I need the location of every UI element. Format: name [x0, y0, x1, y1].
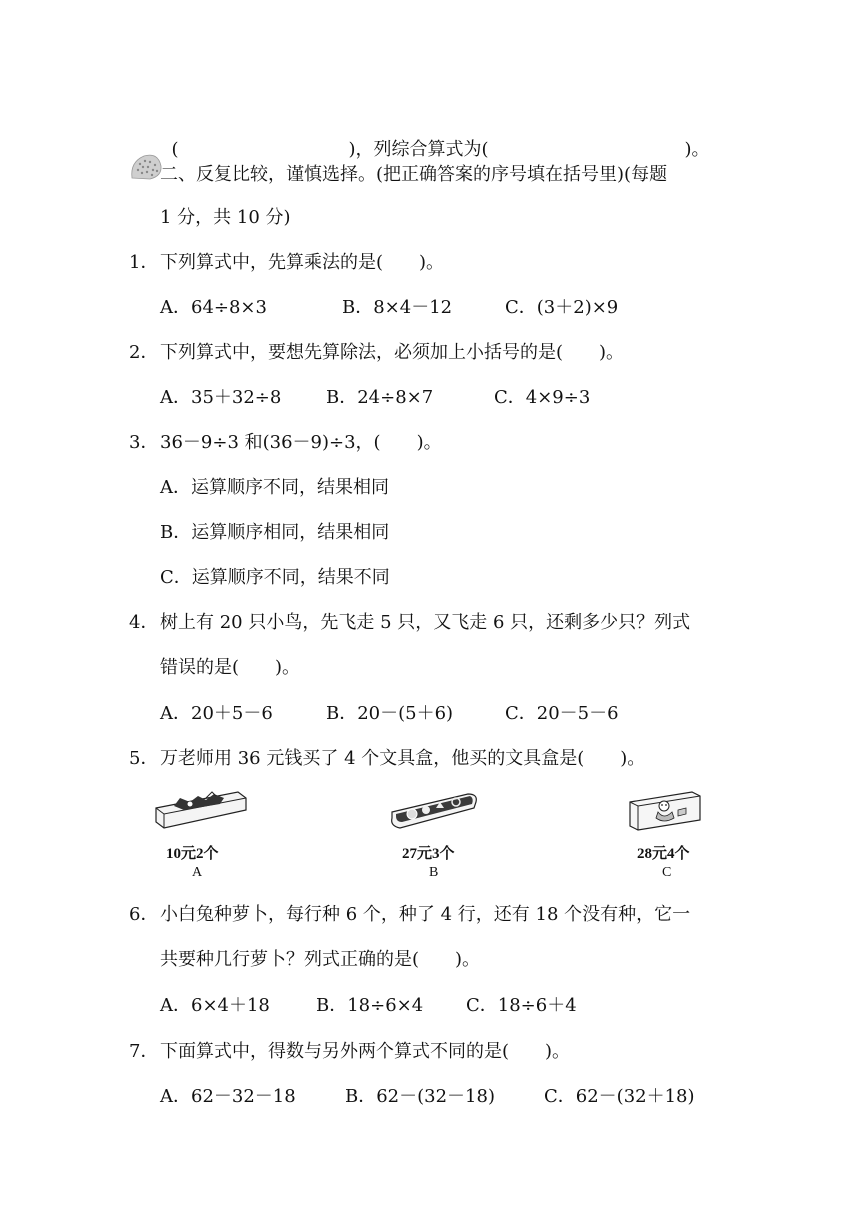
section-title-line2: 1 分，共 10 分)	[160, 207, 291, 228]
option-b[interactable]: B．18÷6×4	[316, 995, 424, 1016]
option-b[interactable]: B．62－(32－18)	[345, 1086, 495, 1107]
option-b[interactable]: B．20－(5＋6)	[326, 703, 454, 724]
option-c[interactable]: C．4×9÷3	[494, 387, 591, 408]
option-a[interactable]: A．64÷8×3	[160, 297, 267, 318]
option-b[interactable]: B．8×4－12	[342, 297, 453, 318]
choice-letter: A	[192, 865, 203, 880]
question-text: 36－9÷3 和(36－9)÷3，( )。	[160, 432, 442, 453]
price-caption: 27元3个	[402, 846, 455, 862]
question-number: 6．	[129, 904, 159, 925]
price-caption: 10元2个	[166, 846, 219, 862]
option-a[interactable]: A．运算顺序不同，结果相同	[160, 477, 389, 498]
option-b[interactable]: B．运算顺序相同，结果相同	[160, 522, 390, 543]
section-title-line1: 二、反复比较，谨慎选择。(把正确答案的序号填在括号里)(每题	[160, 164, 668, 185]
option-b[interactable]: B．24÷8×7	[326, 387, 434, 408]
question-number: 4．	[129, 612, 159, 633]
question-text: 小白兔种萝卜，每行种 6 个，种了 4 行，还有 18 个没有种，它一	[160, 904, 691, 925]
question-text: 树上有 20 只小鸟，先飞走 5 只，又飞走 6 只，还剩多少只？列式	[160, 612, 691, 633]
choice-letter: B	[429, 865, 439, 880]
price-caption: 28元4个	[637, 846, 690, 862]
option-a[interactable]: A．6×4＋18	[160, 995, 270, 1016]
question-text: 下列算式中，要想先算除法，必须加上小括号的是( )。	[160, 342, 625, 363]
question-text-cont: 共要种几行萝卜？列式正确的是( )。	[160, 949, 481, 970]
option-c[interactable]: C．运算顺序不同，结果不同	[160, 567, 390, 588]
question-text: 万老师用 36 元钱买了 4 个文具盒，他买的文具盒是( )。	[160, 748, 646, 769]
paren-close: )。	[684, 139, 710, 160]
option-c[interactable]: C．62－(32＋18)	[544, 1086, 695, 1107]
option-c[interactable]: C．18÷6＋4	[466, 995, 577, 1016]
question-text: 下面算式中，得数与另外两个算式不同的是( )。	[160, 1041, 571, 1062]
option-c[interactable]: C．(3＋2)×9	[505, 297, 619, 318]
pencil-case-icon[interactable]	[386, 786, 482, 836]
question-number: 3．	[129, 432, 159, 453]
question-number: 1．	[129, 252, 159, 273]
pencil-case-icon[interactable]	[150, 786, 250, 836]
question-number: 5．	[129, 748, 159, 769]
option-c[interactable]: C．20－5－6	[505, 703, 619, 724]
choice-letter: C	[662, 865, 672, 880]
option-a[interactable]: A．35＋32÷8	[160, 387, 282, 408]
paren-open: (	[171, 139, 179, 160]
answer-line	[160, 114, 710, 162]
question-text: 下列算式中，先算乘法的是( )。	[160, 252, 445, 273]
question-text-cont: 错误的是( )。	[160, 657, 301, 678]
question-number: 2．	[129, 342, 159, 363]
option-a[interactable]: A．62－32－18	[160, 1086, 296, 1107]
pencil-case-icon[interactable]	[624, 786, 704, 836]
shell-icon	[128, 152, 164, 182]
question-number: 7．	[129, 1041, 159, 1062]
formula-prompt: )，列综合算式为(	[348, 139, 489, 160]
option-a[interactable]: A．20＋5－6	[160, 703, 273, 724]
